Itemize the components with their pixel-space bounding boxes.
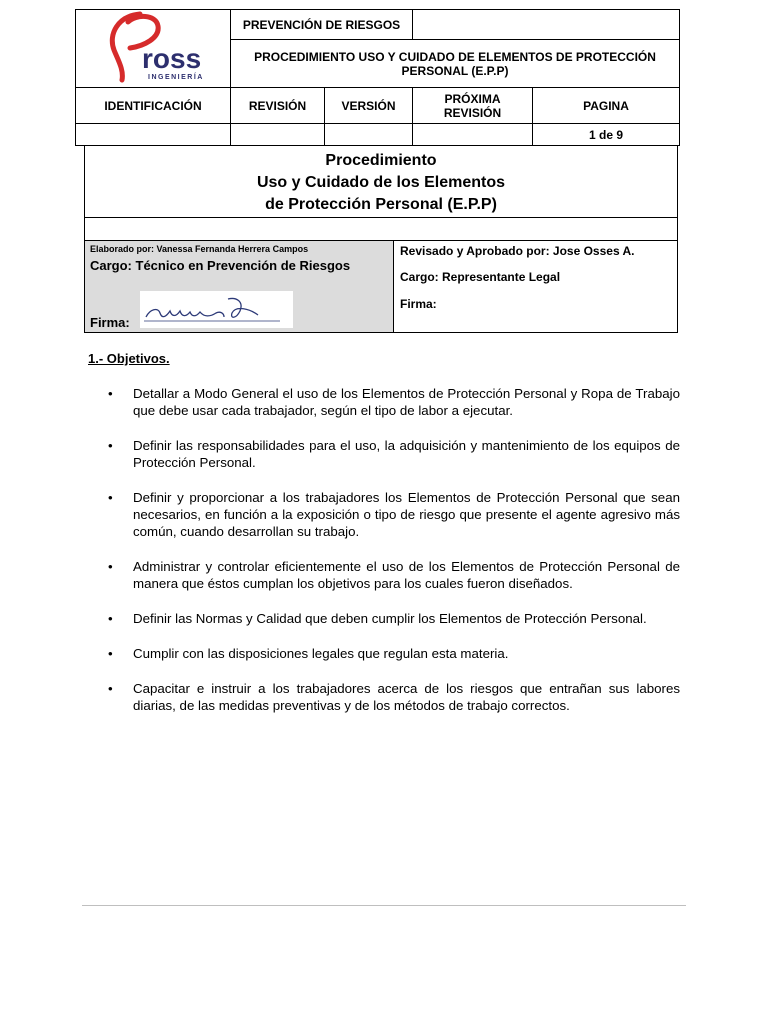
list-item: [108, 680, 680, 714]
list-item: [108, 610, 680, 627]
signature-block: [84, 240, 678, 333]
title-block-text: [85, 146, 677, 218]
footer-divider: [82, 905, 686, 906]
col-version: VERSIÓN: [325, 88, 413, 124]
title-line-1: Procedimiento: [325, 152, 437, 169]
svg-text:ross: ross: [142, 43, 202, 74]
document-header-table: [75, 9, 680, 146]
section-title: 1.- Objetivos.: [88, 351, 170, 366]
elaborado-por: Elaborado por: Vanessa Fernanda Herrera Campos: [90, 244, 309, 254]
val-revision: [231, 124, 325, 146]
list-item-text: Capacitar e instruir a los trabajadores acerca de los riesgos que entrañan sus labores diarias, de las medidas preventivas y de los métodos de trabajo correctos.: [133, 681, 680, 713]
val-identificacion: [76, 124, 231, 146]
reviewer-firma-label: Firma:: [400, 297, 437, 311]
pross-logo-icon: [78, 10, 228, 84]
list-item-text: Definir y proporcionar a los trabajadores los Elementos de Protección Personal que sean necesarios, en función a la exposición o tipo de riesgo que presente el agente agresivo más común, cuando desarrollan su trabajo.: [133, 490, 680, 539]
bullet-icon: •: [108, 681, 113, 696]
title-line-3: de Protección Personal (E.P.P): [265, 196, 497, 213]
bullet-icon: •: [108, 386, 113, 401]
procedure-title-cell: PROCEDIMIENTO USO Y CUIDADO DE ELEMENTOS DE PROTECCIÓN PERSONAL (E.P.P): [231, 40, 680, 88]
category-cell: PREVENCIÓN DE RIESGOS: [231, 10, 413, 40]
reviewer-cargo: Cargo: Representante Legal: [400, 270, 561, 284]
list-item: [108, 645, 680, 662]
col-identificacion: IDENTIFICACIÓN: [76, 88, 231, 124]
list-item-text: Definir las responsabilidades para el uso, la adquisición y mantenimiento de los equipos de Protección Personal.: [133, 438, 680, 470]
title-block: [84, 145, 678, 241]
list-item: [108, 385, 680, 419]
list-item-text: Cumplir con las disposiciones legales que regulan esta materia.: [133, 646, 509, 661]
list-item-text: Detallar a Modo General el uso de los Elementos de Protección Personal y Ropa de Trabajo que debe usar cada trabajador, según el tipo de labor a ejecutar.: [133, 386, 680, 418]
val-proxima-revision: [413, 124, 533, 146]
col-proxima-revision: PRÓXIMA REVISIÓN: [413, 88, 533, 124]
author-signature: [140, 291, 293, 328]
list-item-text: Definir las Normas y Calidad que deben cumplir los Elementos de Protección Personal.: [133, 611, 647, 626]
bullet-icon: •: [108, 438, 113, 453]
handwritten-signature-icon: [140, 291, 293, 328]
list-item: [108, 437, 680, 471]
company-logo: [76, 10, 231, 88]
list-item-text: Administrar y controlar eficientemente el uso de los Elementos de Protección Personal de manera que éstos cumplan los objetivos para los cuales fueron diseñados.: [133, 559, 680, 591]
category-blank-cell: [413, 10, 680, 40]
author-firma-label: Firma:: [90, 315, 130, 330]
bullet-icon: •: [108, 490, 113, 505]
val-pagina: 1 de 9: [533, 124, 680, 146]
author-cargo: Cargo: Técnico en Prevención de Riesgos: [90, 258, 351, 273]
list-item: [108, 558, 680, 592]
bullet-icon: •: [108, 646, 113, 661]
revisado-por: Revisado y Aprobado por: Jose Osses A.: [400, 244, 635, 258]
title-line-2: Uso y Cuidado de los Elementos: [256, 174, 506, 191]
bullet-icon: •: [108, 559, 113, 574]
reviewer-panel: [394, 241, 677, 332]
bullet-icon: •: [108, 611, 113, 626]
svg-text:INGENIERÍA: INGENIERÍA: [148, 74, 204, 81]
author-panel: [85, 241, 394, 332]
col-pagina: PAGINA: [533, 88, 680, 124]
list-item: [108, 489, 680, 540]
col-revision: REVISIÓN: [231, 88, 325, 124]
val-version: [325, 124, 413, 146]
objectives-list: [108, 385, 680, 732]
